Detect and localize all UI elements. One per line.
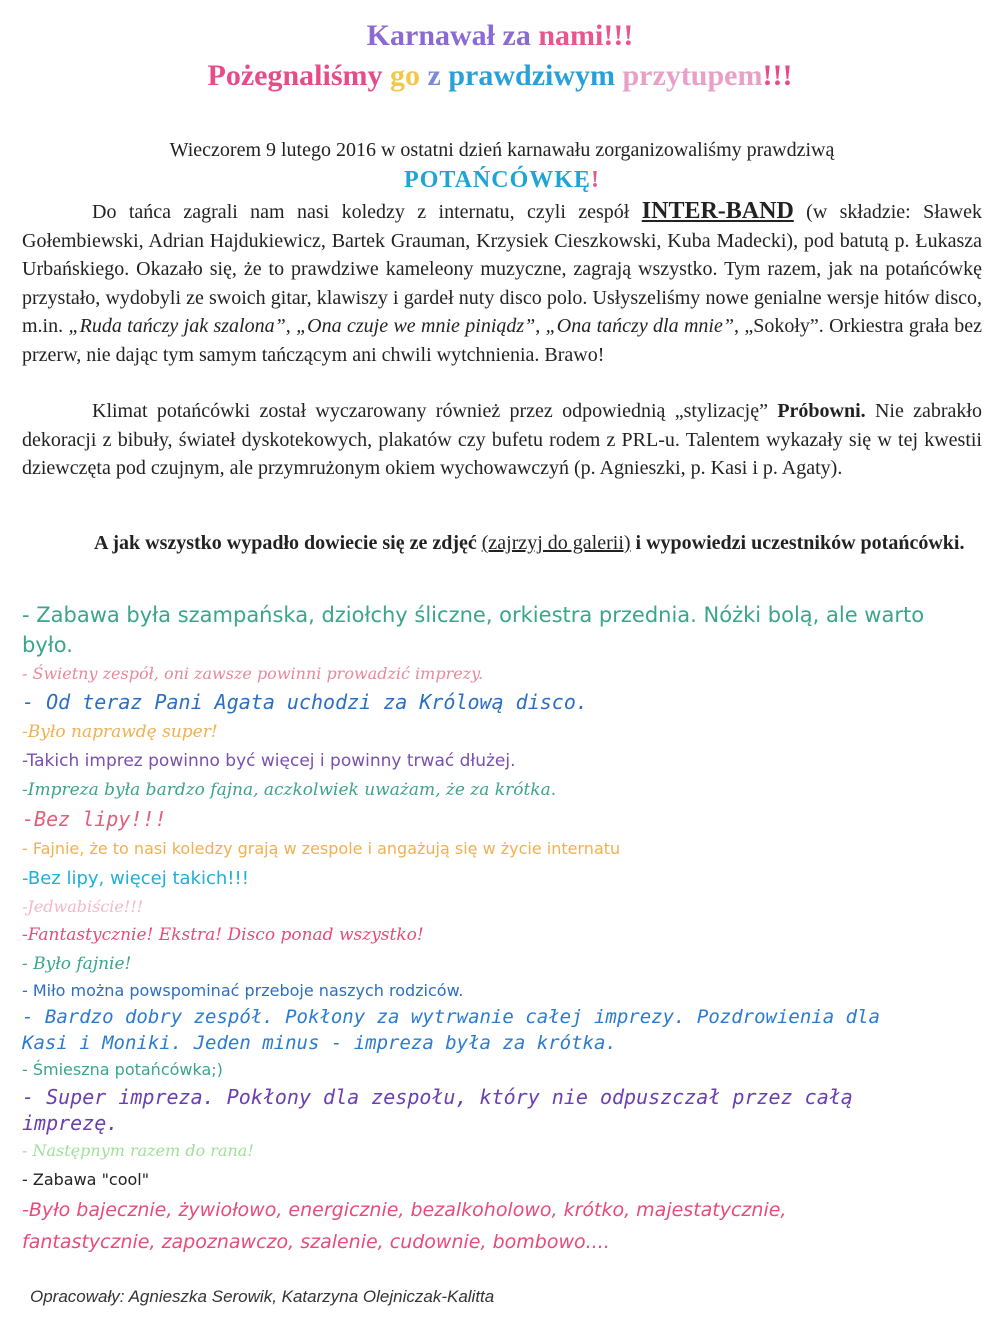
quote-item: - Miło można powspominać przeboje naszych rodziców. (22, 981, 464, 1000)
quote-item: - Śmieszna potańcówka;) (22, 1060, 223, 1079)
quote-item: -Było bajecznie, żywiołowo, energicznie, bezalkoholowo, krótko, majestatycznie, fantastycznie, zapoznawczo, szalenie, cudownie, bombowo.... (22, 1199, 787, 1253)
potancowka-word: POTAŃCÓWKĘ (404, 167, 591, 193)
text-run: Nie zabrakło dekoracji z bibuły, świateł dyskotekowych, plakatów czy bufetu rodem z PRL-u. Talentem wykazały się w tej kwestii dziewczęta pod czujnym, ale przymrużonym okiem wychowawczyń (p. Agnieszki, p. Kasi i p. Agaty). (22, 400, 982, 480)
headline-word: nami!!! (538, 19, 634, 52)
text-run: Do tańca zagrali nam nasi koledzy z internatu, czyli zespół (92, 201, 642, 223)
text-run: (w składzie: Sławek Gołembiewski, Adrian Hajdukiewicz, Bartek Grauman, Krzysiek Cieszkowski, Kuba Madecki), pod batutą p. Łukasza Urbańskiego. Okazało się, że to prawdziwe kameleony muzyczne, zagrają wszystko. Tym razem, jak na potańcówkę przystało, wydobyli ze swoich gitar, klawiszy i gardeł nuty disco polo. Usłyszeliśmy nowe genialne wersje hitów disco, m.in. (22, 201, 982, 338)
headline-word: przytupem (622, 59, 763, 92)
quote-item: - Od teraz Pani Agata uchodzi za Królową disco. (22, 690, 588, 714)
text-run: A jak wszystko wypadło dowiecie się ze zdjęć (94, 532, 482, 554)
paragraph-band (22, 197, 982, 370)
headline-line-2 (0, 56, 1000, 96)
band-name: INTER-BAND (641, 198, 794, 224)
headline-word: za (502, 19, 539, 52)
quote-item: -Bez lipy!!! (22, 807, 167, 831)
headline-word: Karnawał (366, 19, 503, 52)
quote-item: - Super impreza. Pokłony dla zespołu, który nie odpuszczał przez całą imprezę. (22, 1085, 853, 1135)
quotes-list (22, 600, 982, 1258)
song-title: „Ona tańczy dla mnie” (545, 315, 734, 338)
headline-word: !!! (762, 59, 793, 92)
headline-line-1 (0, 16, 1000, 56)
quote-item: -Jedwabiście!!! (22, 897, 144, 916)
quote-item: -Takich imprez powinno być więcej i powinny trwać dłużej. (22, 751, 516, 771)
quote-item: -Bez lipy, więcej takich!!! (22, 868, 249, 889)
quote-item: -Fantastycznie! Ekstra! Disco ponad wszystko! (22, 925, 424, 945)
text-run: , „Sokoły”. Orkiestra grała bez przerw, nie dając tym samym tańczącym ani chwili wytchnienia. Brawo! (22, 315, 983, 366)
quote-item: - Zabawa "cool" (22, 1170, 150, 1189)
intro-line: Wieczorem 9 lutego 2016 w ostatni dzień karnawału zorganizowaliśmy prawdziwą (169, 139, 835, 161)
gallery-link[interactable]: (zajrzyj do galerii) (481, 532, 631, 554)
paragraph-decor (22, 397, 982, 483)
song-title: „Ona czuje we mnie piniądz” (296, 315, 536, 338)
authors-footer: Opracowały: Agnieszka Serowik, Katarzyna Olejniczak-Kalitta (30, 1287, 495, 1306)
quote-item: -Impreza była bardzo fajna, aczkolwiek uważam, że za krótka. (22, 780, 557, 800)
text-run: , (535, 315, 546, 338)
text-run: i wypowiedzi uczestników potańcówki. (630, 532, 965, 554)
text-run: , (285, 315, 297, 338)
quote-item: -Było naprawdę super! (22, 722, 218, 742)
headline-word: Pożegnaliśmy (207, 59, 391, 92)
text-run: Klimat potańcówki został wyczarowany również przez odpowiednią „stylizację” (92, 400, 778, 422)
quote-item: - Było fajnie! (22, 954, 132, 974)
location-name: Próbowni. (777, 400, 866, 422)
song-title: „Ruda tańczy jak szalona” (68, 315, 286, 338)
quote-item: - Bardzo dobry zespół. Pokłony za wytrwanie całej imprezy. Pozdrowienia dla Kasi i Moniki. Jeden minus - impreza była za krótka. (22, 1006, 880, 1054)
paragraph-gallery (22, 528, 982, 558)
headline-word: z (427, 59, 449, 92)
potancowka-heading (22, 164, 982, 196)
quote-item: - Fajnie, że to nasi koledzy grają w zespole i angażują się w życie internatu (22, 839, 621, 858)
headline-word: go (390, 59, 428, 92)
headline-word: prawdziwym (448, 59, 623, 92)
quote-item: - Świetny zespół, oni zawsze powinni prowadzić imprezy. (22, 664, 484, 683)
quote-item: - Następnym razem do rana! (22, 1141, 254, 1160)
quote-item: - Zabawa była szampańska, dziołchy śliczne, orkiestra przednia. Nóżki bolą, ale warto było. (22, 603, 925, 657)
potancowka-exclamation: ! (590, 167, 600, 193)
